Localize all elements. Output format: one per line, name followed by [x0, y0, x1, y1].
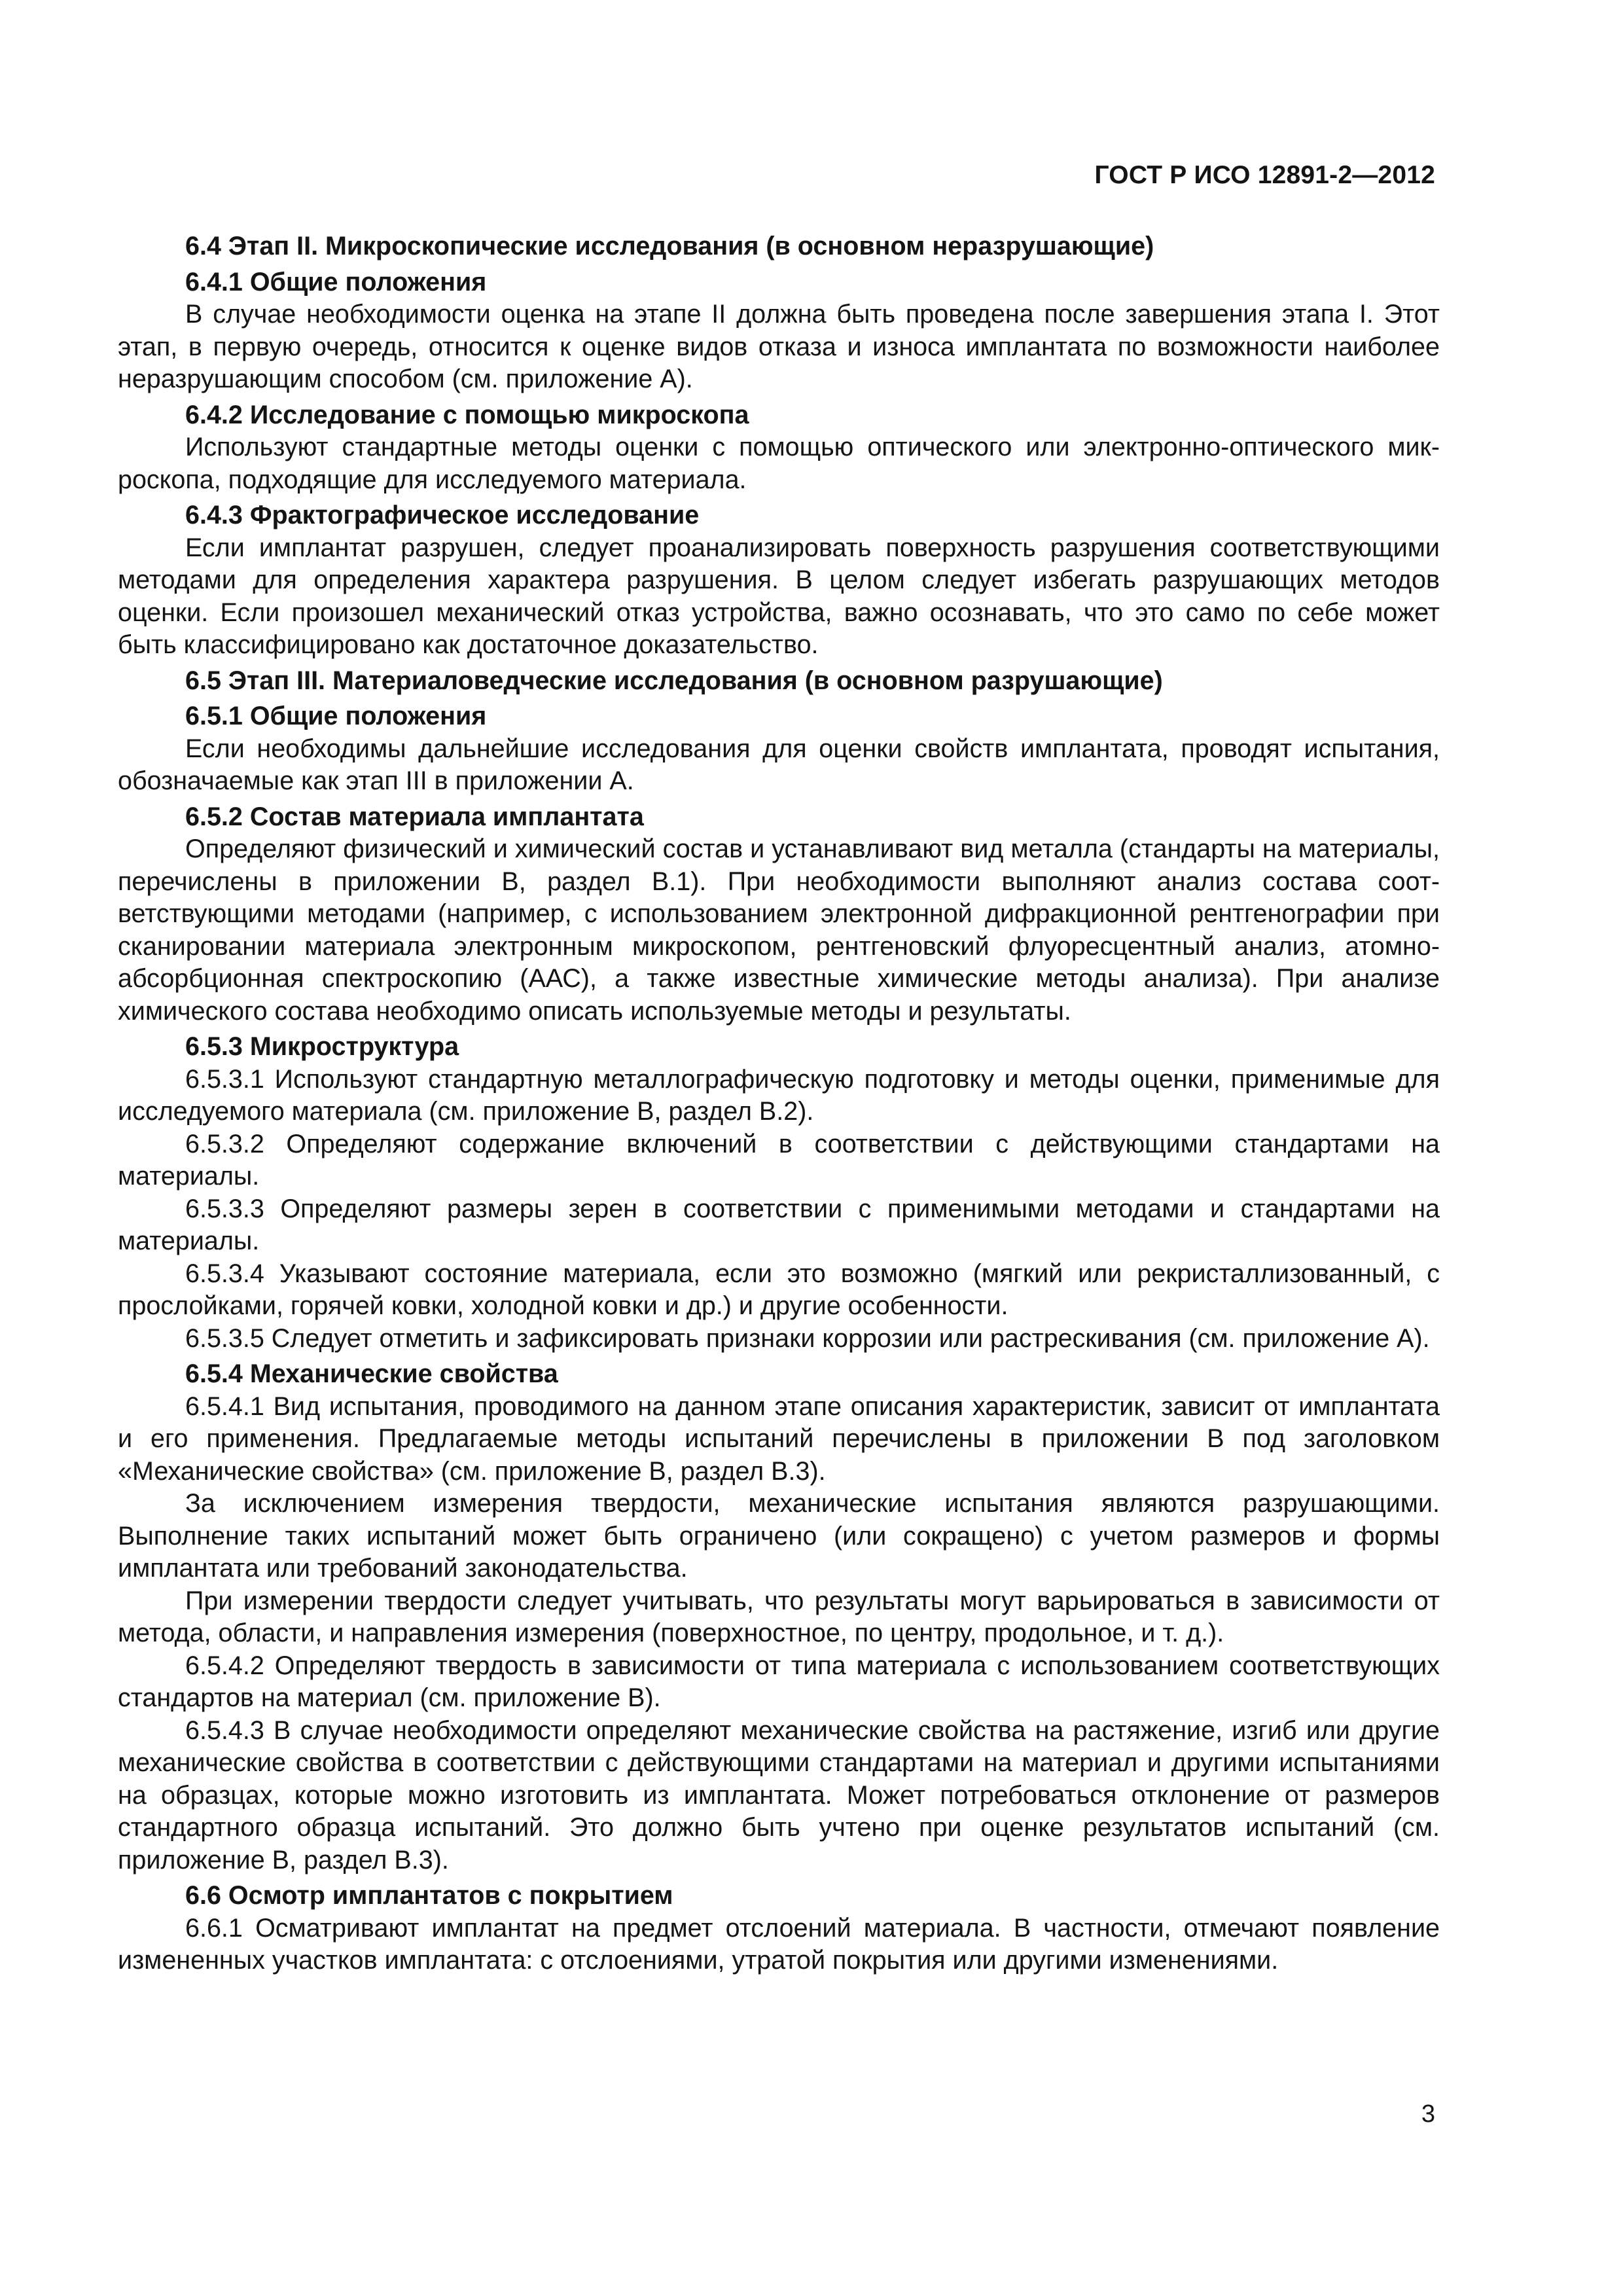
section-heading-6-5-1: 6.5.1 Общие положения: [185, 702, 487, 730]
paragraph: В случае необходимости оценка на этапе II должна быть проведена после завершения этапа I. Этот этап, в первую очередь, относится к оценке видов отказа и износа имплантата по возможности наиболее неразрушающим способом (см. приложение А).: [118, 300, 1440, 393]
section-heading-6-4: 6.4 Этап II. Микроскопические исследования (в основном неразрушающие): [185, 232, 1154, 260]
paragraph: 6.5.3.4 Указывают состояние материала, если это возможно (мягкий или рекристаллизованный, с прослойками, горячей ковки, холодной ковки и др.) и другие особенности.: [118, 1259, 1440, 1320]
paragraph: 6.5.4.2 Определяют твердость в зависимости от типа материала с использованием соответствующих стандартов на материал (см. приложение В).: [118, 1651, 1440, 1712]
section-heading-6-5-4: 6.5.4 Механические свойства: [185, 1359, 558, 1388]
section-heading-6-5-2: 6.5.2 Состав материала имплантата: [185, 802, 644, 831]
section-heading-6-6: 6.6 Осмотр имплантатов с покрытием: [185, 1881, 673, 1910]
paragraph: Используют стандартные методы оценки с помощью оптического или электронно-оптического микроскопа, подходящие для исследуемого материала.: [118, 433, 1440, 494]
section-heading-6-4-1: 6.4.1 Общие положения: [185, 267, 487, 296]
paragraph: 6.5.3.1 Используют стандартную металлографическую подготовку и методы оценки, применимые для исследуемого материала (см. приложение В, раздел В.2).: [118, 1064, 1440, 1126]
paragraph: 6.5.3.3 Определяют размеры зерен в соответствии с применимыми методами и стандартами на материалы.: [118, 1194, 1440, 1255]
document-header: ГОСТ Р ИСО 12891-2—2012: [1094, 161, 1435, 189]
document-body: [118, 230, 1440, 1977]
paragraph: 6.5.3.5 Следует отметить и зафиксировать признаки коррозии или растрескивания (см. приложение А).: [185, 1323, 1430, 1353]
section-heading-6-4-2: 6.4.2 Исследование с помощью микроскопа: [185, 400, 749, 429]
section-heading-6-5: 6.5 Этап III. Материаловедческие исследования (в основном разрушающие): [185, 666, 1163, 695]
paragraph: 6.5.4.1 Вид испытания, проводимого на данном этапе описания характеристик, зависит от имплантата и его применения. Предлагаемые методы испытаний перечислены в приложении В под заголовком «Механические свойства» (см. приложение В, раздел В.3).: [118, 1391, 1440, 1486]
paragraph: Если имплантат разрушен, следует проанализировать поверхность разрушения соответствующими методами для определения характера разрушения. В целом следует избегать разрушающих методов оценки. Если произошел механический отказ устройства, важно осознавать, что это само по себе может быть классифицировано как достаточное доказательство.: [118, 533, 1440, 659]
paragraph: 6.5.3.2 Определяют содержание включений в соответствии с действующими стандартами на материалы.: [118, 1129, 1440, 1191]
paragraph: 6.5.4.3 В случае необходимости определяют механические свойства на растяжение, изгиб или другие механические свойства в соответствии с действующими стандартами на материал и другими испытаниями на образцах, которые можно изготовить из имплантата. Может потребоваться отклонение от размеров стандартного образца испытаний. Это должно быть учтено при оценке результатов испытаний (см. приложение В, раздел В.3).: [118, 1715, 1440, 1874]
section-heading-6-5-3: 6.5.3 Микроструктура: [185, 1032, 459, 1061]
page-number: 3: [1421, 2100, 1435, 2128]
paragraph: Определяют физический и химический состав и устанавливают вид металла (стандарты на материалы, перечислены в приложении В, раздел В.1). При необходимости выполняют анализ состава соответствующими методами (например, с использованием электронной дифракционной рентгенографии при сканировании материала электронным микроскопом, рентгеновский флуоресцентный анализ, атомно-абсорбционная спектроскопию (ААС), а также известные химические методы анализа). При анализе химического состава необходимо описать используемые методы и результаты.: [118, 834, 1440, 1026]
paragraph: Если необходимы дальнейшие исследования для оценки свойств имплантата, проводят испытания, обозначаемые как этап III в приложении А.: [118, 734, 1440, 795]
paragraph: 6.6.1 Осматривают имплантат на предмет отслоений материала. В частности, отмечают появление измененных участков имплантата: с отслоениями, утратой покрытия или другими изменениями.: [118, 1913, 1440, 1975]
paragraph: При измерении твердости следует учитывать, что результаты могут варьироваться в зависимости от метода, области, и направления измерения (поверхностное, по центру, продольное, и т. д.).: [118, 1586, 1440, 1647]
section-heading-6-4-3: 6.4.3 Фрактографическое исследование: [185, 501, 700, 529]
paragraph: За исключением измерения твердости, механические испытания являются разрушающими. Выполнение таких испытаний может быть ограничено (или сокращено) с учетом размеров и формы имплантата или требований законодательства.: [118, 1489, 1440, 1583]
